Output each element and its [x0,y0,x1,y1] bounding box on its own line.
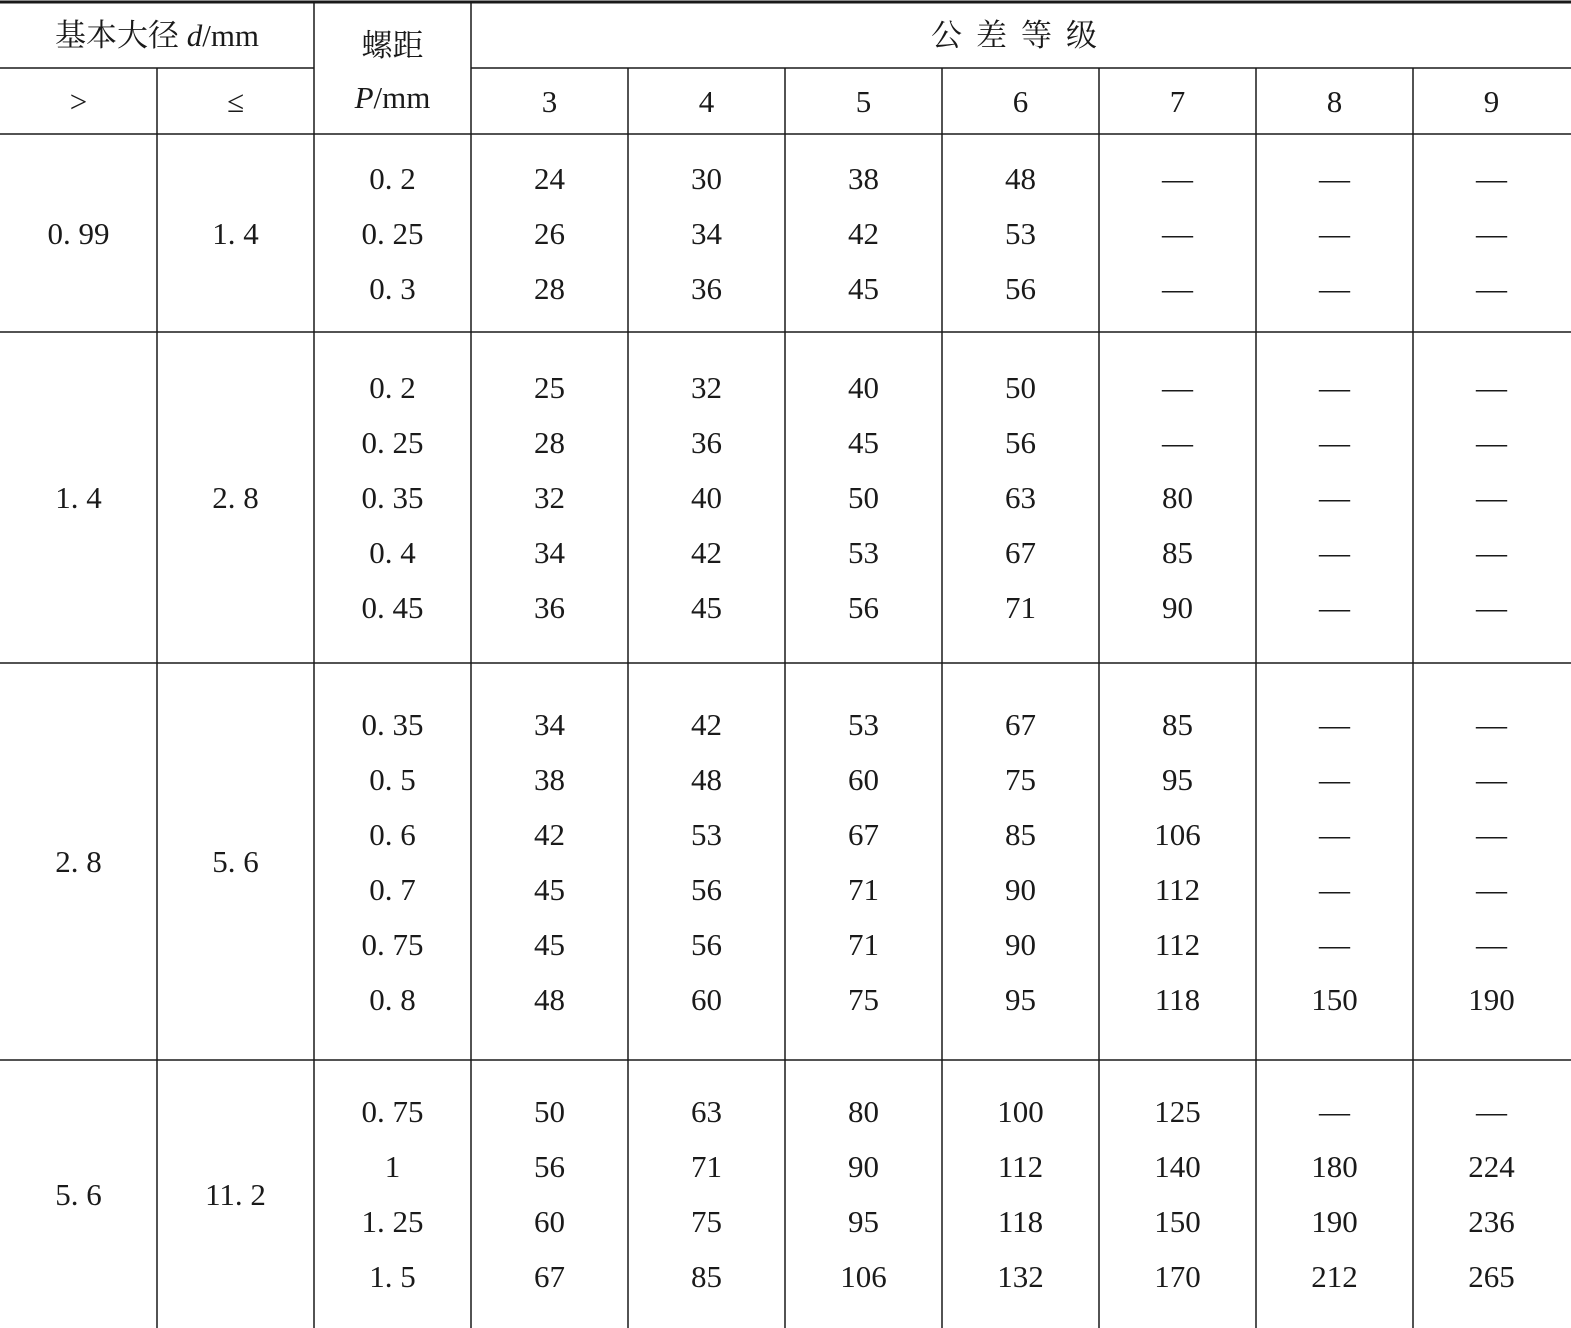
tolerance-value-cell: 90 [1162,590,1193,625]
tolerance-value-cell: 53 [848,535,879,570]
tolerance-value-cell: — [1476,480,1507,515]
tolerance-value-cell: 60 [691,981,722,1017]
tolerance-value-cell: — [1476,706,1507,742]
tolerance-value-cell: 56 [1005,270,1036,306]
pitch-cell: 1 [384,1149,401,1184]
tolerance-value-cell: 170 [1154,1259,1201,1294]
tolerance-value-cell: 85 [1162,535,1193,570]
tolerance-value-cell: — [1319,1094,1350,1129]
tolerance-value-cell: 48 [534,981,565,1017]
tolerance-value-cell: 224 [1468,1149,1515,1184]
grade-header: 5 [855,83,872,119]
tolerance-value-cell: — [1476,926,1507,962]
tolerance-value-cell: 265 [1468,1259,1515,1294]
tolerance-value-cell: 90 [1005,871,1036,907]
tolerance-value-cell: 53 [1005,215,1036,251]
tolerance-value-cell: — [1162,215,1193,251]
pitch-cell: 0. 35 [361,706,424,742]
tolerance-value-cell: 67 [534,1259,565,1294]
tolerance-value-cell: — [1476,215,1507,251]
tolerance-value-cell: — [1476,425,1507,460]
pitch-cell: 0. 2 [369,160,416,196]
pitch-title: 螺距 [361,28,424,63]
tolerance-value-cell: 56 [534,1149,565,1184]
tolerance-value-cell: 106 [1154,816,1201,852]
pitch-cell: 0. 25 [361,215,424,251]
tolerance-value-cell: — [1319,370,1350,405]
tolerance-value-cell: 190 [1468,981,1515,1017]
tolerance-value-cell: 67 [848,816,879,852]
header-pitch [314,2,471,134]
tolerance-value-cell: 28 [534,270,565,306]
tolerance-value-cell: — [1319,871,1350,907]
tolerance-value-cell: 100 [997,1094,1044,1129]
pitch-cell: 0. 4 [369,535,416,570]
header-le: ≤ [226,83,244,119]
tolerance-value-cell: 85 [691,1259,722,1294]
pitch-cell: 0. 35 [361,480,424,515]
tolerance-value-cell: 40 [691,480,722,515]
tolerance-value-cell: — [1162,370,1193,405]
tolerance-value-cell: — [1162,425,1193,460]
tolerance-value-cell: — [1476,1094,1507,1129]
tolerance-value-cell: 45 [848,425,879,460]
tolerance-value-cell: — [1476,535,1507,570]
tolerance-value-cell: 212 [1311,1259,1358,1294]
pitch-cell: 0. 45 [361,590,424,625]
tolerance-value-cell: 45 [534,926,565,962]
grade-header: 9 [1483,83,1500,119]
tolerance-value-cell: 30 [691,160,722,196]
tolerance-value-cell: — [1319,816,1350,852]
diameter-gt-cell: 1. 4 [55,480,102,515]
grade-title: 公差等级 [931,17,1111,53]
tolerance-value-cell: 48 [1005,160,1036,196]
tolerance-value-cell: 56 [848,590,879,625]
tolerance-value-cell: 75 [1005,761,1036,797]
tolerance-value-cell: 125 [1154,1094,1201,1129]
tolerance-value-cell: 48 [691,761,722,797]
header-gt: > [69,83,88,119]
diameter-title: 基本大径 [54,17,179,53]
tolerance-value-cell: 60 [848,761,879,797]
pitch-cell: 0. 7 [369,871,416,907]
grade-header: 6 [1012,83,1029,119]
grade-header: 8 [1326,83,1343,119]
tolerance-value-cell: — [1476,270,1507,306]
tolerance-value-cell: 236 [1468,1204,1515,1239]
tolerance-value-cell: 112 [997,1149,1044,1184]
tolerance-value-cell: 50 [848,480,879,515]
tolerance-value-cell: 28 [534,425,565,460]
tolerance-value-cell: — [1319,706,1350,742]
grade-header: 7 [1169,83,1186,119]
tolerance-value-cell: 50 [1005,370,1036,405]
tolerance-value-cell: 42 [534,816,565,852]
pitch-unit-line [355,68,431,128]
tolerance-value-cell: 63 [691,1094,722,1129]
tolerance-value-cell: 71 [691,1149,722,1184]
diameter-le-cell: 1. 4 [212,215,259,251]
tolerance-value-cell: 132 [997,1259,1044,1294]
diameter-gt-cell: 5. 6 [55,1176,102,1212]
tolerance-value-cell: — [1319,535,1350,570]
pitch-cell: 0. 25 [361,425,424,460]
pitch-symbol: P [354,80,374,115]
tolerance-value-cell: 140 [1154,1149,1201,1184]
diameter-le-cell: 11. 2 [205,1176,266,1212]
pitch-cell: 0. 2 [369,370,416,405]
tolerance-value-cell: 118 [997,1204,1044,1239]
tolerance-value-cell: 67 [1005,535,1036,570]
tolerance-value-cell: — [1476,370,1507,405]
tolerance-value-cell: 56 [691,871,722,907]
tolerance-value-cell: — [1319,270,1350,306]
pitch-cell: 0. 75 [361,926,424,962]
tolerance-value-cell: 95 [848,1204,879,1239]
grade-header: 3 [541,83,558,119]
grade-header: 4 [698,83,715,119]
tolerance-value-cell: 45 [691,590,722,625]
tolerance-value-cell: 40 [848,370,879,405]
pitch-cell: 1. 5 [369,1259,416,1294]
tolerance-value-cell: 95 [1162,761,1193,797]
pitch-cell: 0. 5 [369,761,416,797]
tolerance-value-cell: — [1319,425,1350,460]
diameter-le-cell: 2. 8 [212,480,259,515]
tolerance-value-cell: 42 [691,535,722,570]
tolerance-value-cell: 75 [848,981,879,1017]
tolerance-value-cell: 42 [691,706,722,742]
tolerance-value-cell: 34 [534,706,565,742]
tolerance-value-cell: 36 [691,270,722,306]
tolerance-value-cell: 53 [848,706,879,742]
tolerance-value-cell: 80 [1162,480,1193,515]
tolerance-value-cell: 71 [848,871,879,907]
tolerance-value-cell: 56 [691,926,722,962]
tolerance-value-cell: — [1162,160,1193,196]
tolerance-value-cell: 67 [1005,706,1036,742]
tolerance-value-cell: 90 [848,1149,879,1184]
pitch-cell: 0. 75 [361,1094,424,1129]
tolerance-value-cell: — [1319,215,1350,251]
tolerance-value-cell: 85 [1005,816,1036,852]
diameter-gt-cell: 0. 99 [47,215,110,251]
tolerance-value-cell: 34 [534,535,565,570]
tolerance-value-cell: 26 [534,215,565,251]
tolerance-value-cell: 112 [1154,926,1201,962]
tolerance-value-cell: 32 [691,370,722,405]
tolerance-value-cell: 63 [1005,480,1036,515]
tolerance-value-cell: — [1319,480,1350,515]
tolerance-value-cell: 75 [691,1204,722,1239]
tolerance-value-cell: 180 [1311,1149,1358,1184]
tolerance-value-cell: — [1319,590,1350,625]
tolerance-value-cell: — [1476,761,1507,797]
tolerance-value-cell: 71 [848,926,879,962]
tolerance-value-cell: 90 [1005,926,1036,962]
tolerance-value-cell: 38 [534,761,565,797]
tolerance-value-cell: — [1476,160,1507,196]
tolerance-value-cell: 118 [1154,981,1201,1017]
header-basic-diameter [0,2,314,68]
tolerance-value-cell: 36 [534,590,565,625]
tolerance-value-cell: — [1476,871,1507,907]
tolerance-value-cell: 60 [534,1204,565,1239]
tolerance-value-cell: — [1476,590,1507,625]
tolerance-value-cell: 32 [534,480,565,515]
tolerance-value-cell: 71 [1005,590,1036,625]
tolerance-value-cell: 150 [1154,1204,1201,1239]
pitch-cell: 0. 3 [369,270,416,306]
tolerance-value-cell: 36 [691,425,722,460]
tolerance-value-cell: 38 [848,160,879,196]
tolerance-value-cell: 106 [840,1259,887,1294]
tolerance-value-cell: 56 [1005,425,1036,460]
diameter-unit: /mm [202,17,260,53]
pitch-cell: 1. 25 [361,1204,424,1239]
tolerance-value-cell: 85 [1162,706,1193,742]
tolerance-value-cell: 45 [534,871,565,907]
tolerance-value-cell: 150 [1311,981,1358,1017]
tolerance-value-cell: — [1162,270,1193,306]
tolerance-value-cell: 95 [1005,981,1036,1017]
diameter-le-cell: 5. 6 [212,844,259,879]
diameter-gt-cell: 2. 8 [55,844,102,879]
pitch-cell: 0. 8 [369,981,416,1017]
tolerance-value-cell: — [1319,926,1350,962]
tolerance-value-cell: — [1319,160,1350,196]
header-tolerance-grade [471,2,1571,68]
pitch-cell: 0. 6 [369,816,416,852]
tolerance-value-cell: 45 [848,270,879,306]
tolerance-value-cell: 80 [848,1094,879,1129]
tolerance-value-cell: 53 [691,816,722,852]
tolerance-value-cell: — [1319,761,1350,797]
tolerance-value-cell: 50 [534,1094,565,1129]
tolerance-value-cell: 190 [1311,1204,1358,1239]
diameter-symbol: d [186,17,203,53]
tolerance-value-cell: 25 [534,370,565,405]
tolerance-value-cell: 42 [848,215,879,251]
tolerance-value-cell: 112 [1154,871,1201,907]
tolerance-value-cell: 34 [691,215,722,251]
tolerance-value-cell: 24 [534,160,565,196]
tolerance-value-cell: — [1476,816,1507,852]
pitch-unit: /mm [373,80,431,115]
